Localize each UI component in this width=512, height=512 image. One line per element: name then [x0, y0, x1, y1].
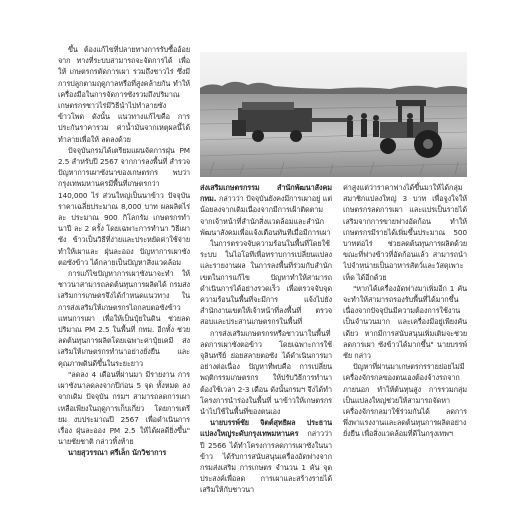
paragraph: "หากได้เครื่องอัดฟางมาเพิ่มอีก 1 คัน จะทำให้สามารถรองรับพื้นที่ได้มากขึ้น เนื่องจากปัจจุบันมีความต้องการใช้งาน เป็นจำนวนมาก และเครื่องมีอยู่เพียงคันเดียว หากมีการสนับสนุนเพิ่มเติมจะช่วยลดการเผา ซังข้าวได้มากขึ้น" นายบรรพ์ชัย กล่าว	[343, 283, 467, 361]
subhead: นายบรรพ์ชัย จิตต์สุทธิผล ประธาน แปลงใหญ่ระดับกรุงเทพมหานคร	[200, 418, 332, 439]
byline: นายสุวรรณา ศรีเล็ก นักวิชาการ	[68, 448, 167, 458]
paragraph: ขึ้น ต้องแก้ไขที่ปลายทางการรับซื้ออ้อยจาก ทางที่ระบบสามารถจะจัดการได้ เพื่อให้ เกษตรกรตัดการเผา รวมถึงชาวไร่ ซึ่งมี การปลูกตามฤดูกาลหรือที่สูงคล้ายกัน ทำให้เครื่องมือในการจัดการซังรวมถึงปริมาณ เกษตรกรชาวไร่มีวิธีนำไปทำลายซังข้าวโพด ดังนั้น แนวทางแก้ไขคือ การประกันราคารวม ค่าน้ำมันจากเหตุผลนี้ได้ทำลายเพื่อให้ ลดลงด้วย	[58, 45, 190, 144]
paragraph: "ลดลง 4 เดือนที่ผ่านมา มีรายงาน การเผาซังนาลดลงจากปีก่อน 5 จุด ทั้งหมด ลงจากเดิม ปัจจุบัน กรมฯ สามารถลดการเผา เหลือเพียงในฤดูการเก็บเกี่ยว โดยการเตรียม งบประมาณปี 2567 เพื่อดำเนินการเรื่อง ฝุ่นละออง PM 2.5 ให้ได้ผลดียิ่งขึ้น" นายชัยชาติ กล่าวทิ้งท้าย	[58, 369, 190, 447]
article-photo	[200, 52, 467, 177]
tractor-field-photo-icon	[200, 52, 467, 177]
paragraph-text: กล่าวว่า ปี 2566 ได้ทำโครงการลดการเผาซังในนาข้าว ได้รับการสนับสนุนเครื่องอัดฟางจากกรมส่งเสริม การเกษตร จำนวน 1 คัน จุดประสงค์เพื่อลด การเผาและสร้างรายได้เสริมให้กับชาวนา	[200, 429, 332, 495]
paragraph: ปัญหาที่ผ่านมาเกษตรกรรายย่อยไม่มีเครื่องจักรกลของตนเองต้องจ้างรถจากภายนอก ทำให้ต้นทุนสูง การรวมกลุ่มเป็นแปลงใหญ่ช่วยให้สามารถจัดหาเครื่องจักรกลมาใช้ร่วมกันได้ ลดการพึ่งพาแรงงานและลดต้นทุนการผลิตอย่างยั่งยืน เพื่อสิ่งแวดล้อมที่ดีในกรุงเทพฯ	[343, 362, 467, 439]
paragraph	[200, 417, 332, 495]
caption-lead: ส่งเสริมเกษตรกรรม สำนักพัฒนาสังคม กทม.	[200, 183, 332, 204]
paragraph: การส่งเสริมเกษตรกรหรือชาวนาในพื้นที่ ลดการเผาซังตอข้าว โดยเฉพาะการใช้จุลินทรีย์ ย่อยสลายตอซัง ได้ดำเนินการมาอย่างต่อเนื่อง ปัญหาที่พบคือ การเปลี่ยนพฤติกรรมเกษตรกร ให้ปรับวิธีการทำนาต้องใช้เวลา 2-3 เดือน ดังนั้นกรมฯ จึงได้ทำโครงการนำร่องในพื้นที่ นาข้าวให้เกษตรกรนำไปใช้ในพื้นที่ของตนเอง	[200, 328, 332, 417]
article-column-right	[343, 182, 467, 512]
caption-text: กล่าวว่า ปัจจุบันยังคงมีการเผาอยู่ แต่น้อยลงจากเดิมเนื่องจากมีการเฝ้าติดตาม จากเจ้าหน้าที่สำนักสิ่งแวดล้อมและสำนัก พัฒนาสังคมเพื่อแจ้งเตือนทันทีเมื่อมีการเผา	[200, 194, 332, 237]
paragraph: ค่าสูงแต่ว่าราคาฟางได้ขึ้นมาให้ได้กลุ่มสมาชิกแปลงใหญ่ 3 บาท เพื่อจูงใจให้เกษตรกรลดการเผา และแปรเป็นรายได้เสริมจากการขายฟางอัดก้อน ทำให้เกษตรกรมีรายได้เพิ่มขึ้นประมาณ 500 บาทต่อไร่ ช่วยลดต้นทุนการผลิตด้วย ขณะที่ฟางข้าวที่อัดก้อนแล้ว สามารถนำไปจำหน่ายเป็นอาหารสัตว์และวัสดุเพาะเห็ด ได้อีกด้วย	[343, 183, 467, 282]
photo-caption	[200, 182, 332, 238]
paragraph: ในการตรวจจับความร้อนในพื้นที่โดยใช้ระบบ ในไอโอทีเพื่อทราบการเปลี่ยนแปลงและรายงานผล ในการลงพื้นที่ร่วมกับสำนักเขตในการแก้ไข ปัญหาทำให้สามารถดำเนินการได้อย่างรวดเร็ว เพื่อตรวจจับจุดความร้อนในพื้นที่จะมีการ แจ้งไปยังสำนักงานเขตให้เจ้าหน้าที่ลงพื้นที่ ตรวจสอบและประสานเกษตรกรในพื้นที่	[200, 239, 332, 327]
paragraph: ปัจจุบันกรมได้เตรียมแผนจัดการฝุ่น PM 2.5 สำหรับปี 2567 จากการลงพื้นที่ สำรวจปัญหาการเผาซังนาของเกษตรกร พบว่า กรุงเทพมหานครมีพื้นที่เกษตรกว่า 140,000 ไร่ ส่วนใหญ่เป็นนาข้าว ปัจจุบัน ราคาเฉลี่ยประมาณ 8,000 บาท ผลผลิตไร่ละ ประมาณ 900 กิโลกรัม เกษตรกรทำนาปี ละ 2 ครั้ง โดยเฉพาะการทำนา วิธีเผาซัง ข้าวเป็นวิธีที่ง่ายและประหยัดค่าใช้จ่าย ทำให้เผาและ ฝุ่นละออง ปัญหาการเผาซังตอซังข้าว ได้กลายเป็นปัญหาสิ่งแวดล้อม	[58, 145, 190, 267]
article-column-middle	[200, 182, 332, 512]
article-column-left	[58, 44, 190, 512]
paragraph: การแก้ไขปัญหาการเผาซังนาจะทำ ให้ชาวนาสามารถลดต้นทุนการผลิตได้ กรมส่งเสริมการเกษตรจึงได้กำหนดแนวทาง ในการส่งเสริมให้เกษตรกรไถกลบตอซังข้าว แทนการเผา เพื่อให้เป็นปุ๋ยในดิน ช่วยลด ปริมาณ PM 2.5 ในพื้นที่ กทม. อีกทั้ง ช่วยลดต้นทุนการผลิตโดยเฉพาะค่าปุ๋ยเคมี ส่งเสริมให้เกษตรกรทำนาอย่างยั่งยืน และคุณภาพดินดีขึ้นในระยะยาว	[58, 269, 190, 368]
